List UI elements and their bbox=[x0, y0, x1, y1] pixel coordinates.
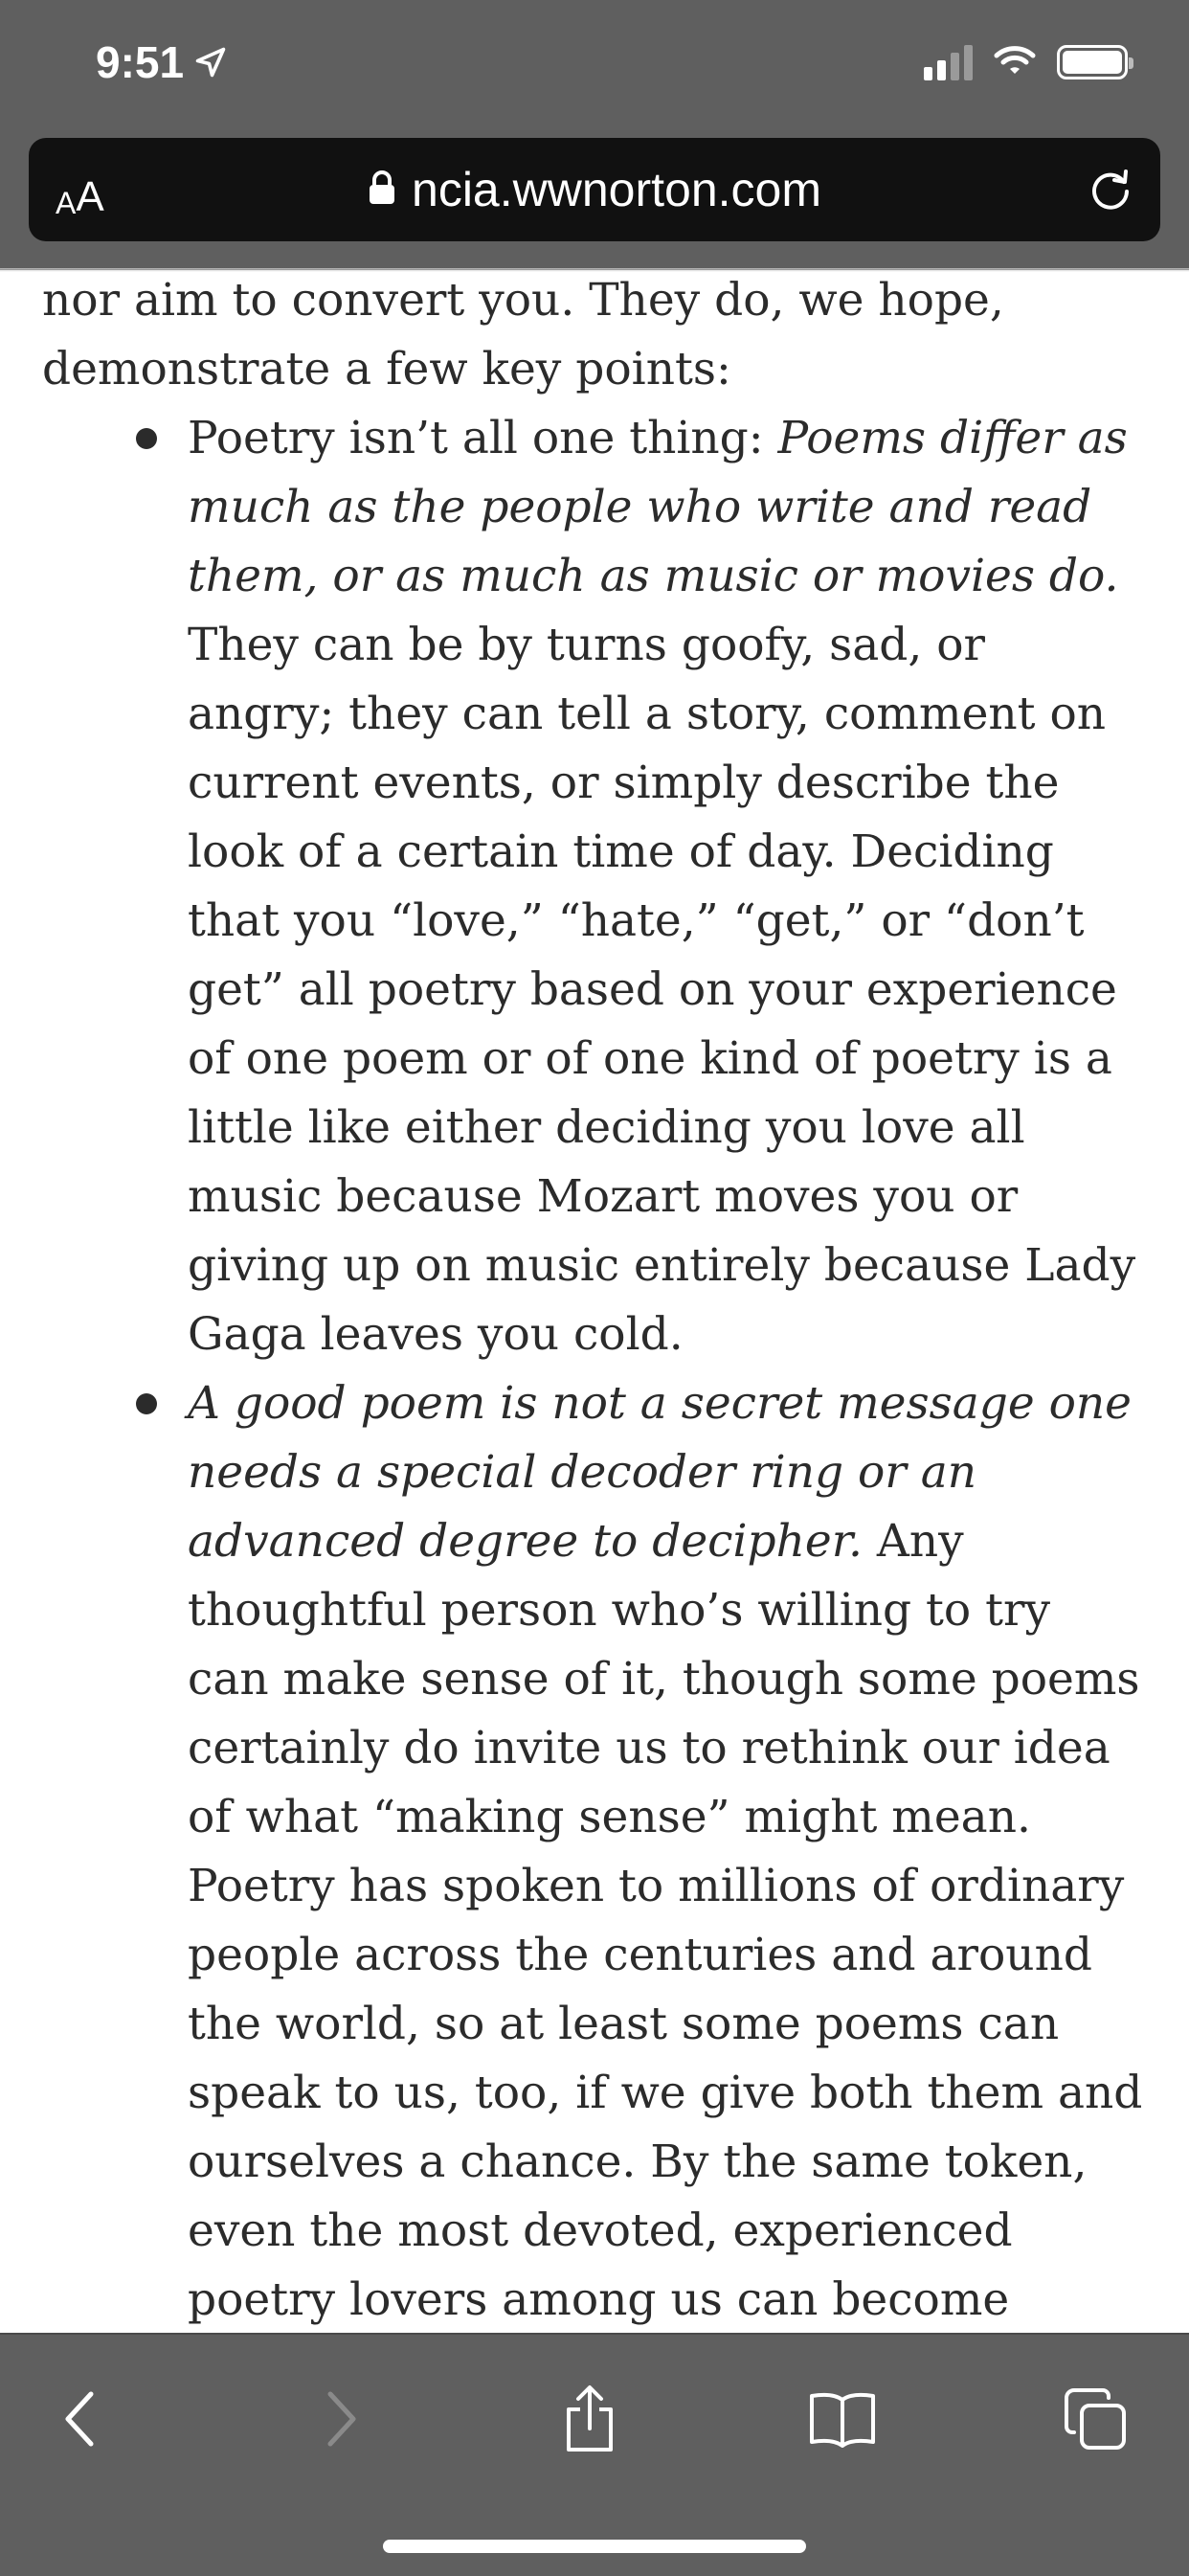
cellular-signal-icon bbox=[924, 44, 973, 80]
bullet2-italic: A good poem is not a secret message one needs a special decoder ring or an advanced degree to decipher. bbox=[188, 1377, 1132, 1568]
location-arrow-icon bbox=[193, 45, 228, 79]
lock-icon bbox=[368, 162, 396, 217]
wifi-icon bbox=[994, 44, 1036, 80]
bullet1-lead: Poetry isn’t all one thing: bbox=[188, 412, 778, 464]
bookmarks-icon[interactable] bbox=[804, 2381, 881, 2457]
key-points-list bbox=[0, 404, 1189, 2542]
article-content bbox=[0, 270, 1189, 2333]
text-size-large-label: A bbox=[76, 173, 104, 220]
tabs-icon[interactable] bbox=[1057, 2381, 1133, 2457]
bullet-icon bbox=[136, 1393, 157, 1414]
battery-icon bbox=[1057, 45, 1128, 79]
status-bar bbox=[0, 0, 1189, 134]
bullet-icon bbox=[136, 428, 157, 449]
time-text: 9:51 bbox=[96, 37, 185, 87]
intro-paragraph: nor aim to convert you. They do, we hope, demonstrate a few key points: bbox=[42, 274, 1004, 395]
domain-text: ncia.wwnorton.com bbox=[412, 163, 821, 216]
home-indicator[interactable] bbox=[383, 2540, 806, 2553]
bullet1-rest: They can be by turns goofy, sad, or angry; they can tell a story, comment on current events, or simply describe the look of a certain time of day. Deciding that you “love,” “hate,” “get,” or “don’t get” all poetry based on your experience of one poem or of one kind of poetry is a little like either deciding you love all music because Mozart moves you or giving up on music entirely because Lady Gaga leaves you cold. bbox=[188, 619, 1136, 1361]
forward-icon[interactable] bbox=[303, 2381, 379, 2457]
text-size-small-label: A bbox=[56, 186, 77, 220]
back-icon[interactable] bbox=[42, 2381, 119, 2457]
browser-toolbar bbox=[0, 2333, 1189, 2576]
status-time bbox=[96, 36, 228, 88]
bullet1-italic: Poems differ as much as the people who write and read them, or as much as music or movies do. bbox=[188, 412, 1128, 602]
address-bar[interactable] bbox=[29, 138, 1160, 241]
reload-icon[interactable] bbox=[1086, 165, 1135, 215]
bullet2-rest: Any thoughtful person who’s willing to try can make sense of it, though some poems certainly do invite us to rethink our idea of what “making sense” might mean. Poetry has spoken to millions of ordinary people across the centuries and around the world, so at least some poems can speak to us, too, if we give both them and ourselves a chance. By the same token, even the most devoted, experienced poetry lovers among us can become bbox=[188, 1515, 1143, 2326]
share-icon[interactable] bbox=[551, 2381, 628, 2457]
list-item bbox=[0, 404, 1189, 1369]
url-display[interactable] bbox=[29, 138, 1160, 241]
status-icons bbox=[924, 44, 1128, 80]
